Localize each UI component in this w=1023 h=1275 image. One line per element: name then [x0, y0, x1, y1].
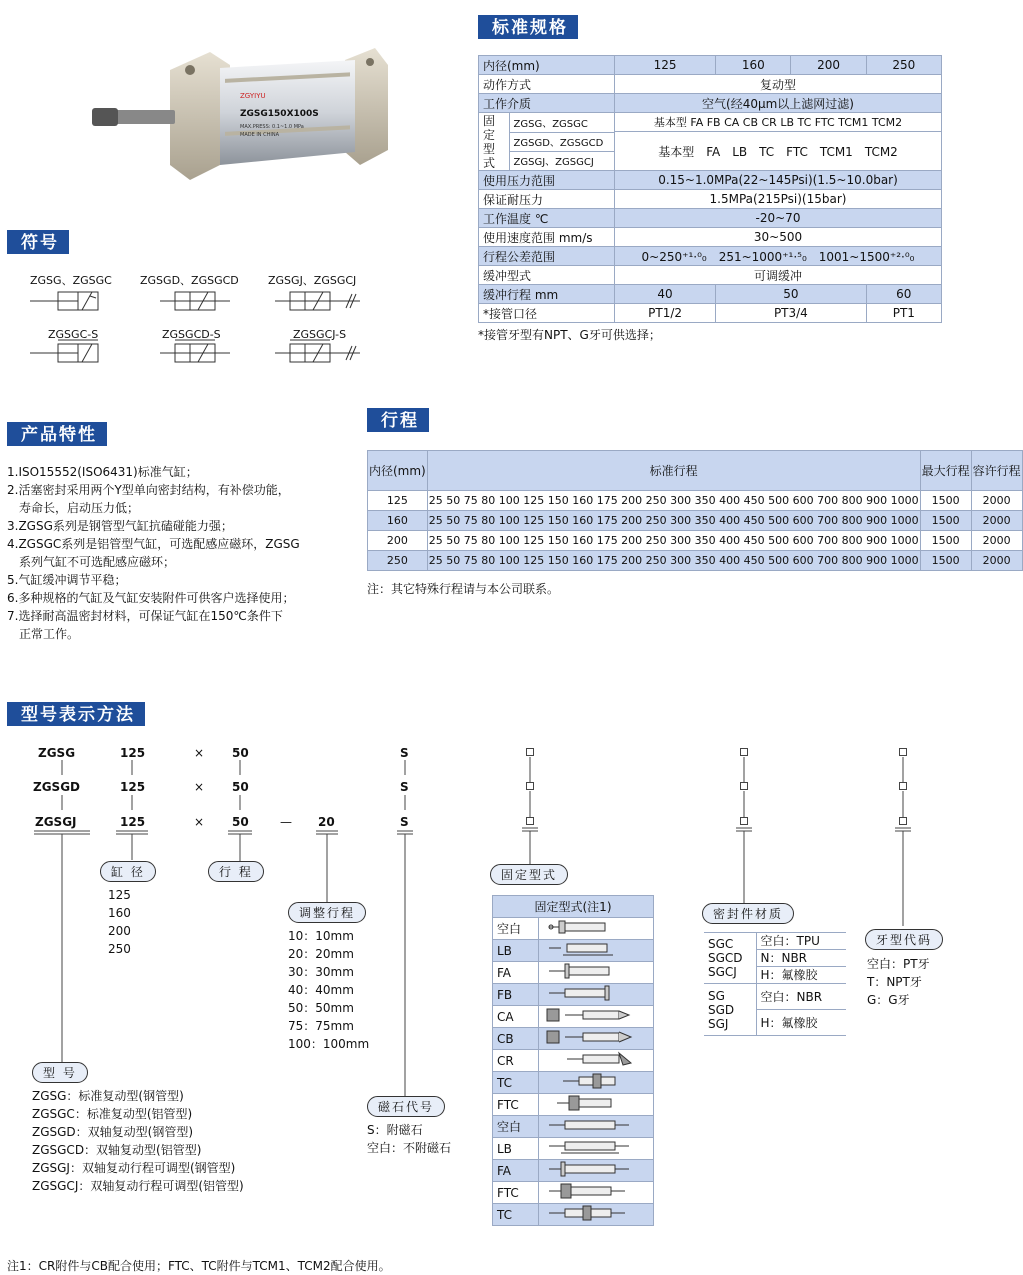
symbol-icon-6 [275, 340, 360, 362]
code-zgsgd: ZGSGD [33, 780, 81, 794]
mount-icon-lb-double [543, 1139, 647, 1155]
bore-pill: 缸 径 [100, 861, 156, 882]
mount-icon-fa [543, 963, 647, 979]
adjust-stroke-pill: 调整行程 [288, 902, 366, 923]
symbol-icon-3 [275, 292, 360, 310]
mount-icon-lb [543, 941, 647, 957]
mount-icon-basic [543, 919, 647, 935]
ordering-section-header: 型号表示方法 [7, 702, 145, 726]
footnote: 注1：CR附件与CB配合使用；FTC、TC附件与TCM1、TCM2配合使用。 [7, 1259, 391, 1273]
brand-mark: ZGYIYU [240, 92, 266, 100]
stroke-pill: 行 程 [208, 861, 264, 882]
mount-icon-cb [543, 1029, 647, 1045]
symbol-label-1: ZGSG、ZGSGC [30, 274, 112, 287]
stroke-section-header: 行程 [367, 408, 429, 432]
symbol-section-header: 符号 [7, 230, 69, 254]
symbol-label-5: ZGSGCD-S [162, 328, 221, 341]
spec-section-header: 标准规格 [478, 15, 578, 39]
cylinder-symbols [30, 288, 380, 368]
stroke-row: 200 25 50 75 80 100 125 150 160 175 200 250 300 350 400 450 500 600 700 800 900 1000 1500 2000 [368, 531, 1023, 551]
code-zgsg: ZGSG [38, 746, 76, 760]
adjust-stroke-values: 10：10mm 20：20mm 30：30mm 40：40mm 50：50mm 75：75mm 100：100mm [288, 929, 370, 1051]
spec-note: *接管牙型有NPT、G牙可供选择； [478, 328, 661, 342]
mount-table: 固定型式(注1) 空白 LB FA FB CA CB CR TC FTC 空白 LB FA FTC TC [492, 895, 654, 1226]
type-values: ZGSG：标准复动型(钢管型) ZGSGC：标准复动型(铝管型) ZGSGD：双轴复动型(钢管型) ZGSGCD：双轴复动型(铝管型) ZGSGJ：双轴复动行程可调型(钢管型) ZGSGCJ：双轴复动行程可调型(铝管型) [32, 1089, 244, 1193]
mount-icon-ca [543, 1007, 647, 1023]
features-list: 1.ISO15552(ISO6431)标准气缸； 2.活塞密封采用两个Y型单向密封结构，有补偿功能， 寿命长，启动压力低； 3.ZGSG系列是钢管型气缸抗磕碰能力强； 4.ZGSGC系列是铝管型气缸，可选配感应磁环，ZGSG 系列气缸不可选配感应磁环； 5.气缸缓冲调节平稳； 6.多种规格的气缸及气缸安装附件可供客户选择使用； 7.选择耐高温密封材料，可保证气缸在150℃条件下 正常工作。 [7, 465, 300, 641]
stroke-row: 250 25 50 75 80 100 125 150 160 175 200 250 300 350 400 450 500 600 700 800 900 1000 1500 2000 [368, 551, 1023, 571]
seal-pill: 密封件材质 [702, 903, 794, 924]
mount-icon-basic-double [543, 1117, 647, 1133]
mount-pill: 固定型式 [490, 864, 568, 885]
spec-table: 内径(mm) 125 160 200 250 动作方式 复动型 工作介质 空气(经40μm以上滤网过滤) 固定型式 ZGSG、ZGSGC ZGSGD、ZGSGCD ZGSGJ、ZGSGCJ 基本型 FA FB CA CB CR LB TC FTC TCM1 TCM2 基本型 FA LB TC FTC TCM1 TCM2 使用压力范围 0.15~1.0MPa(22~145Psi)(1.5~10.0bar) 保证耐压力 1.5MPa(215Psi)(15bar) 工作温度 ℃ -20~70 使用速度范围 mm/s 30~500 行程公差范围 0~250⁺¹·⁰₀ 251~1000⁺¹·⁵₀ 1001~1500⁺²·⁰₀ 缓冲型式 可调缓冲 缓冲行程 mm 40 50 60 *接管口径 PT1/2 PT3/4 PT1 [478, 55, 942, 323]
mount-icon-fa-double [543, 1161, 647, 1177]
features-section-header: 产品特性 [7, 422, 107, 446]
mount-icon-tc-double [543, 1205, 647, 1221]
product-photo [70, 40, 400, 190]
symbol-label-3: ZGSGJ、ZGSGCJ [268, 274, 357, 287]
symbol-icon-5 [160, 340, 230, 362]
svg-text:ZGSG150X100S: ZGSG150X100S [240, 109, 319, 119]
svg-text:MADE IN CHINA: MADE IN CHINA [240, 132, 280, 138]
type-pill: 型 号 [32, 1062, 88, 1083]
stroke-row: 160 25 50 75 80 100 125 150 160 175 200 250 300 350 400 450 500 600 700 800 900 1000 1500 2000 [368, 511, 1023, 531]
mount-icon-ftc [543, 1095, 647, 1111]
symbol-icon-2 [160, 292, 230, 310]
magnet-values: S：附磁石 空白：不附磁石 [367, 1123, 452, 1155]
symbol-icon-4 [30, 340, 98, 362]
symbol-icon-1 [30, 292, 98, 310]
mount-icon-tc [543, 1073, 647, 1089]
stroke-note: 注：其它特殊行程请与本公司联系。 [367, 582, 560, 596]
mount-icon-cr [543, 1051, 647, 1067]
stroke-table: 内径(mm) 标准行程 最大行程 容许行程 125 25 50 75 80 100 125 150 160 175 200 250 300 350 400 450 500 600 700 800 900 1000 1500 2000 160 25 50 75 80 100 125 150 160 175 200 250 300 350 400 450 500 600 700 800 900 1000 1500 2000 200 25 50 75 80 100 125 150 160 175 200 250 300 350 400 450 500 600 700 800 900 1000 1500 2000 250 25 50 75 80 100 125 150 160 175 200 250 300 350 400 450 500 600 700 800 900 1000 1500 2000 [367, 450, 1023, 571]
thread-values: 空白：PT牙 T：NPT牙 G：G牙 [867, 957, 930, 1007]
stroke-row: 125 25 50 75 80 100 125 150 160 175 200 250 300 350 400 450 500 600 700 800 900 1000 1500 2000 [368, 491, 1023, 511]
symbol-label-6: ZGSGCJ-S [293, 328, 347, 341]
svg-text:MAX.PRESS: 0.1~1.0 MPa: MAX.PRESS: 0.1~1.0 MPa [240, 124, 304, 130]
thread-pill: 牙型代码 [865, 929, 943, 950]
seal-table: SGC SGCD SGCJ 空白：TPU N：NBR H：氟橡胶 SG SGD SGJ 空白：NBR H：氟橡胶 [704, 932, 846, 1036]
magnet-pill: 磁石代号 [367, 1096, 445, 1117]
bore-values: 125 160 200 250 [108, 888, 131, 956]
mount-icon-fb [543, 985, 647, 1001]
mount-icon-ftc-double [543, 1183, 647, 1199]
symbol-label-2: ZGSGD、ZGSGCD [140, 274, 239, 287]
code-zgsgj: ZGSGJ [35, 815, 77, 829]
symbol-label-4: ZGSGC-S [48, 328, 99, 341]
